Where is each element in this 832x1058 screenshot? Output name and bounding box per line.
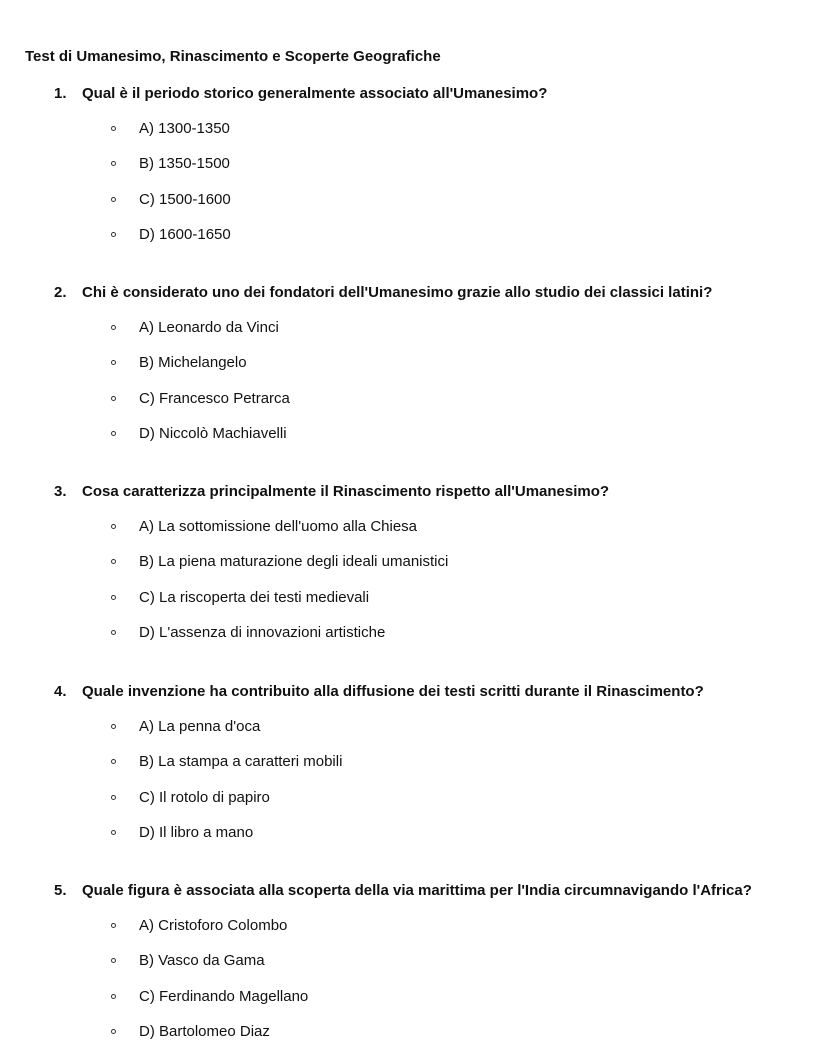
radio-circle-icon[interactable]	[111, 759, 116, 764]
radio-circle-icon[interactable]	[111, 524, 116, 529]
radio-circle-icon[interactable]	[111, 830, 116, 835]
option-label: B) La piena maturazione degli ideali umanistici	[139, 553, 449, 570]
option-label: B) 1350-1500	[139, 155, 230, 172]
option-label: A) La penna d'oca	[139, 718, 261, 735]
option-label: C) La riscoperta dei testi medievali	[139, 589, 370, 606]
option-label: A) Leonardo da Vinci	[139, 319, 279, 336]
radio-circle-icon[interactable]	[111, 161, 116, 166]
option-label: A) 1300-1350	[139, 120, 230, 137]
option-label: B) La stampa a caratteri mobili	[139, 753, 343, 770]
question-number: 2.	[54, 284, 67, 301]
question-text: Cosa caratterizza principalmente il Rinascimento rispetto all'Umanesimo?	[82, 483, 610, 500]
radio-circle-icon[interactable]	[111, 396, 116, 401]
radio-circle-icon[interactable]	[111, 431, 116, 436]
option-label: A) Cristoforo Colombo	[139, 917, 288, 934]
question-number: 4.	[54, 683, 67, 700]
radio-circle-icon[interactable]	[111, 126, 116, 131]
option-label: B) Vasco da Gama	[139, 952, 265, 969]
radio-circle-icon[interactable]	[111, 559, 116, 564]
option-label: D) Il libro a mano	[139, 824, 254, 841]
radio-circle-icon[interactable]	[111, 795, 116, 800]
option-label: D) Niccolò Machiavelli	[139, 425, 287, 442]
radio-circle-icon[interactable]	[111, 595, 116, 600]
question-text: Chi è considerato uno dei fondatori dell'Umanesimo grazie allo studio dei classici latini?	[82, 284, 713, 301]
option-label: C) 1500-1600	[139, 191, 231, 208]
radio-circle-icon[interactable]	[111, 360, 116, 365]
radio-circle-icon[interactable]	[111, 923, 116, 928]
option-label: A) La sottomissione dell'uomo alla Chiesa	[139, 518, 418, 535]
question-text: Quale figura è associata alla scoperta della via marittima per l'India circumnavigando l'Africa?	[82, 882, 752, 899]
document-title: Test di Umanesimo, Rinascimento e Scoperte Geografiche	[25, 48, 441, 65]
radio-circle-icon[interactable]	[111, 994, 116, 999]
option-label: D) Bartolomeo Diaz	[139, 1023, 270, 1040]
option-label: B) Michelangelo	[139, 354, 247, 371]
option-label: D) 1600-1650	[139, 226, 231, 243]
radio-circle-icon[interactable]	[111, 630, 116, 635]
option-label: C) Ferdinando Magellano	[139, 988, 309, 1005]
option-label: C) Francesco Petrarca	[139, 390, 290, 407]
radio-circle-icon[interactable]	[111, 724, 116, 729]
option-label: D) L'assenza di innovazioni artistiche	[139, 624, 386, 641]
question-text: Qual è il periodo storico generalmente associato all'Umanesimo?	[82, 85, 548, 102]
question-number: 5.	[54, 882, 67, 899]
option-label: C) Il rotolo di papiro	[139, 789, 270, 806]
question-number: 3.	[54, 483, 67, 500]
radio-circle-icon[interactable]	[111, 1029, 116, 1034]
question-text: Quale invenzione ha contribuito alla diffusione dei testi scritti durante il Rinascimento?	[82, 683, 704, 700]
radio-circle-icon[interactable]	[111, 958, 116, 963]
radio-circle-icon[interactable]	[111, 197, 116, 202]
radio-circle-icon[interactable]	[111, 232, 116, 237]
question-number: 1.	[54, 85, 67, 102]
radio-circle-icon[interactable]	[111, 325, 116, 330]
